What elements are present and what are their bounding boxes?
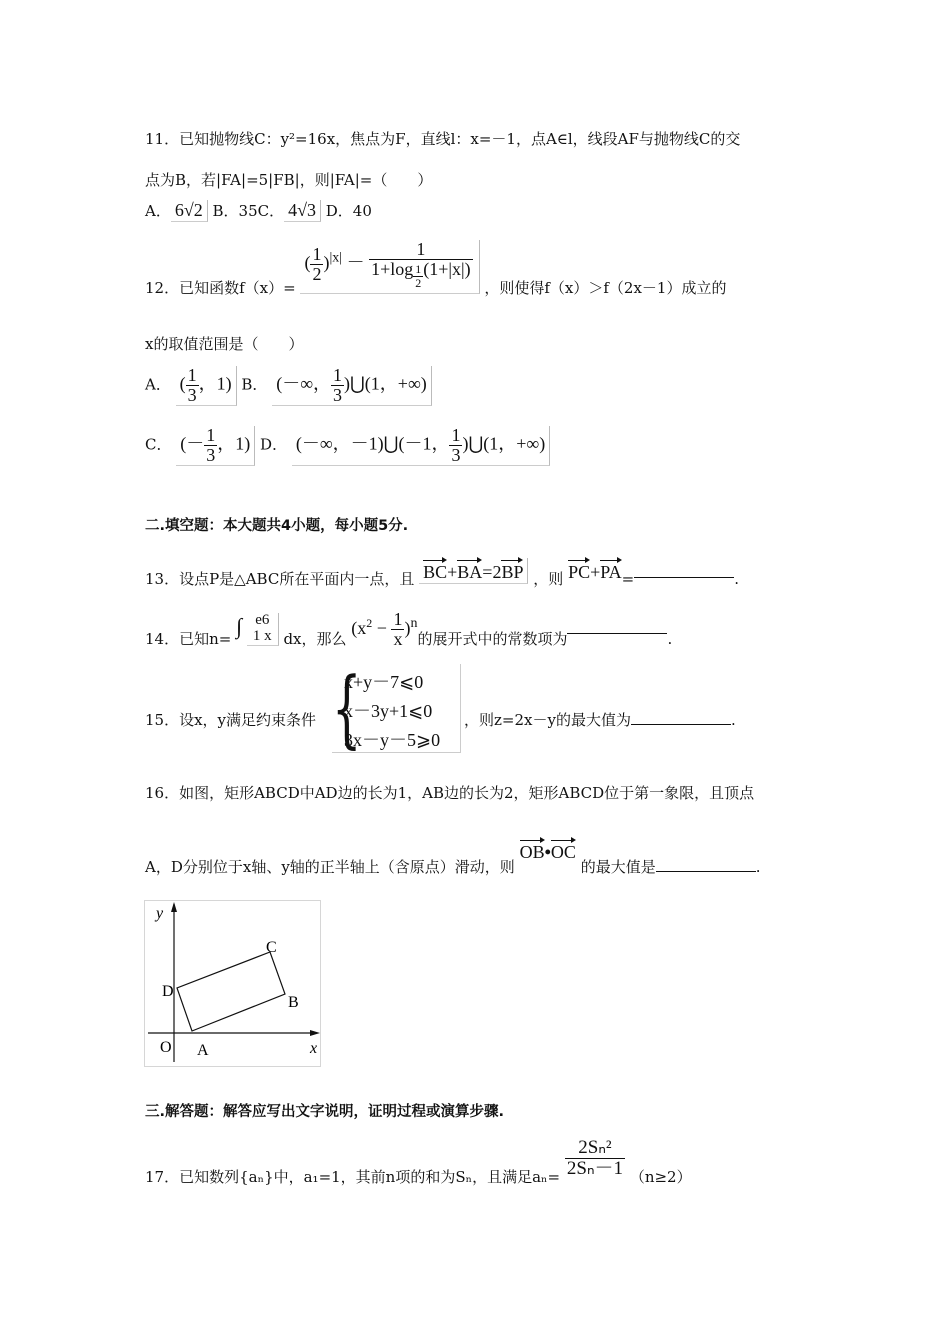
q15-constraint-3: 3x－y－5⩾0	[344, 730, 441, 750]
q11-line1: 11．已知抛物线C：y²=16x，焦点为F，直线l：x=－1，点A∈l，线段AF与抛物线C的交	[145, 130, 741, 148]
q12-options-cd	[145, 426, 550, 466]
q16-line2-pre: A，D分别位于x轴、y轴的正半轴上（含原点）滑动，则	[145, 858, 515, 876]
q13-target: PC+PA	[568, 562, 622, 582]
q14-prefix: 14．已知n=	[145, 629, 232, 648]
q12-opt-b: (－∞， $\frac{1}{3}$ )⋃(1，+∞)	[272, 366, 432, 406]
q17-suffix: （n≥2）	[629, 1168, 692, 1187]
q13-prefix: 13．设点P是△ABC所在平面内一点，且	[145, 570, 415, 588]
label-o: O	[160, 1039, 172, 1056]
q13-mid: ，则	[533, 570, 564, 588]
q11-opt-d-label: D．40	[320, 202, 372, 220]
label-d: D	[162, 983, 174, 1000]
q17-prefix: 17．已知数列{aₙ}中，a₁=1，其前n项的和为Sₙ，且满足aₙ=	[145, 1168, 561, 1187]
q12-line1	[145, 239, 727, 297]
q12-main-frac: 1 1+log $_{\frac{1}{2}}$ (1+|x|)	[371, 239, 471, 290]
q11-options	[145, 200, 372, 222]
q16-line2-post: 的最大值是	[580, 858, 656, 876]
q14-dx: dx，那么	[283, 629, 347, 648]
q12-opt-a-label: A．	[145, 375, 171, 394]
q16-dot-product: OB•OC	[520, 842, 576, 862]
q14-integral: ∫	[236, 613, 243, 639]
q12-opt-c: (－ $\frac{1}{3}$ ，1)	[176, 426, 255, 466]
q16-answer-blank	[656, 870, 756, 872]
label-b: B	[288, 994, 299, 1011]
q17-recurrence-frac: $\frac{\text{2Sₙ²}}{\text{2Sₙ－1}}$	[566, 1137, 624, 1179]
q12-suffix: ，则使得f（x）＞f（2x－1）成立的	[484, 278, 727, 297]
q14-suffix: 的展开式中的常数项为	[417, 629, 568, 648]
rectangle-abcd	[177, 952, 285, 1031]
q15-prefix: 15．设x，y满足约束条件	[145, 711, 317, 729]
q17-line	[145, 1137, 692, 1187]
q15-constraint-1: x+y－7⩽0	[344, 672, 424, 692]
q11-opt-a: 6√2	[171, 200, 208, 222]
section3-title: 三.解答题：解答应写出文字说明，证明过程或演算步骤.	[145, 1104, 505, 1120]
label-c: C	[266, 939, 277, 956]
q15-brace: {	[332, 659, 362, 757]
q11-opt-b-label: B．35C．	[207, 202, 285, 220]
q16-line2: A，D分别位于x轴、y轴的正半轴上（含原点）滑动，则 OB•OC 的最大值是 .	[145, 838, 761, 863]
label-a: A	[197, 1042, 209, 1059]
q13-answer-blank	[634, 576, 734, 578]
q14-integral-bounds: e6 1 x	[247, 613, 279, 646]
q12-opt-d-label: D．	[260, 435, 288, 454]
q11-opt-c: 4√3	[284, 200, 321, 222]
q12-options-ab	[145, 366, 432, 406]
q12-opt-d: (－∞，－1)⋃(－1， $\frac{1}{3}$ )⋃(1，+∞)	[292, 426, 550, 466]
label-x: x	[310, 1040, 318, 1057]
q12-prefix: 12．已知函数f（x）=	[145, 278, 296, 297]
q12-opt-a: ( $\frac{1}{3}$ ，1)	[176, 366, 237, 406]
q11-opt-a-label: A．	[145, 202, 171, 220]
q14-line: 14．已知n= ∫ e6 1 x dx，那么 ($x^2$ − $\frac{1}{x}$ )$^n$的展开式中的常数项为 .	[145, 609, 673, 649]
q15-suffix-line: ，则z=2x－y的最大值为 .	[464, 711, 736, 729]
q14-binomial: ($x^2$ − $\frac{1}{x}$ )$^n$	[351, 609, 418, 649]
q15-suffix: ，则z=2x－y的最大值为	[464, 711, 631, 729]
q16-line1: 16．如图，矩形ABCD中AD边的长为1，AB边的长为2，矩形ABCD位于第一象限，且顶点	[145, 784, 755, 802]
y-axis-arrow	[171, 902, 177, 912]
section2-title: 二.填空题：本大题共4小题，每小题5分.	[145, 518, 409, 534]
q15-answer-blank	[631, 723, 731, 725]
x-axis-arrow	[310, 1030, 320, 1036]
q12-line2: x的取值范围是（ ）	[145, 335, 304, 353]
label-y: y	[156, 905, 164, 922]
q15-constraint-2: x－3y+1⩽0	[344, 701, 433, 721]
q12-opt-c-label: C．	[145, 435, 172, 454]
q13-line: 13．设点P是△ABC所在平面内一点，且 BC+BA=2BP ，则 PC+PA= .	[145, 558, 739, 584]
q11-line2: 点为B，若|FA|=5|FB|，则|FA|=（ ）	[145, 171, 433, 189]
q12-function-expr: ( $\frac{1}{2}$ )$^{|x|}$ － 1 1+log $_{\frac{1}{2}}$ (1+|x|)	[300, 240, 479, 294]
q15-constraint-system	[332, 659, 461, 757]
q14-answer-blank	[567, 632, 667, 634]
rectangle-figure	[144, 900, 324, 1068]
q13-condition: BC+BA=2BP	[419, 558, 528, 584]
q12-opt-b-label: B．	[241, 375, 268, 394]
q12-half: $\frac{1}{2}$	[312, 244, 322, 285]
